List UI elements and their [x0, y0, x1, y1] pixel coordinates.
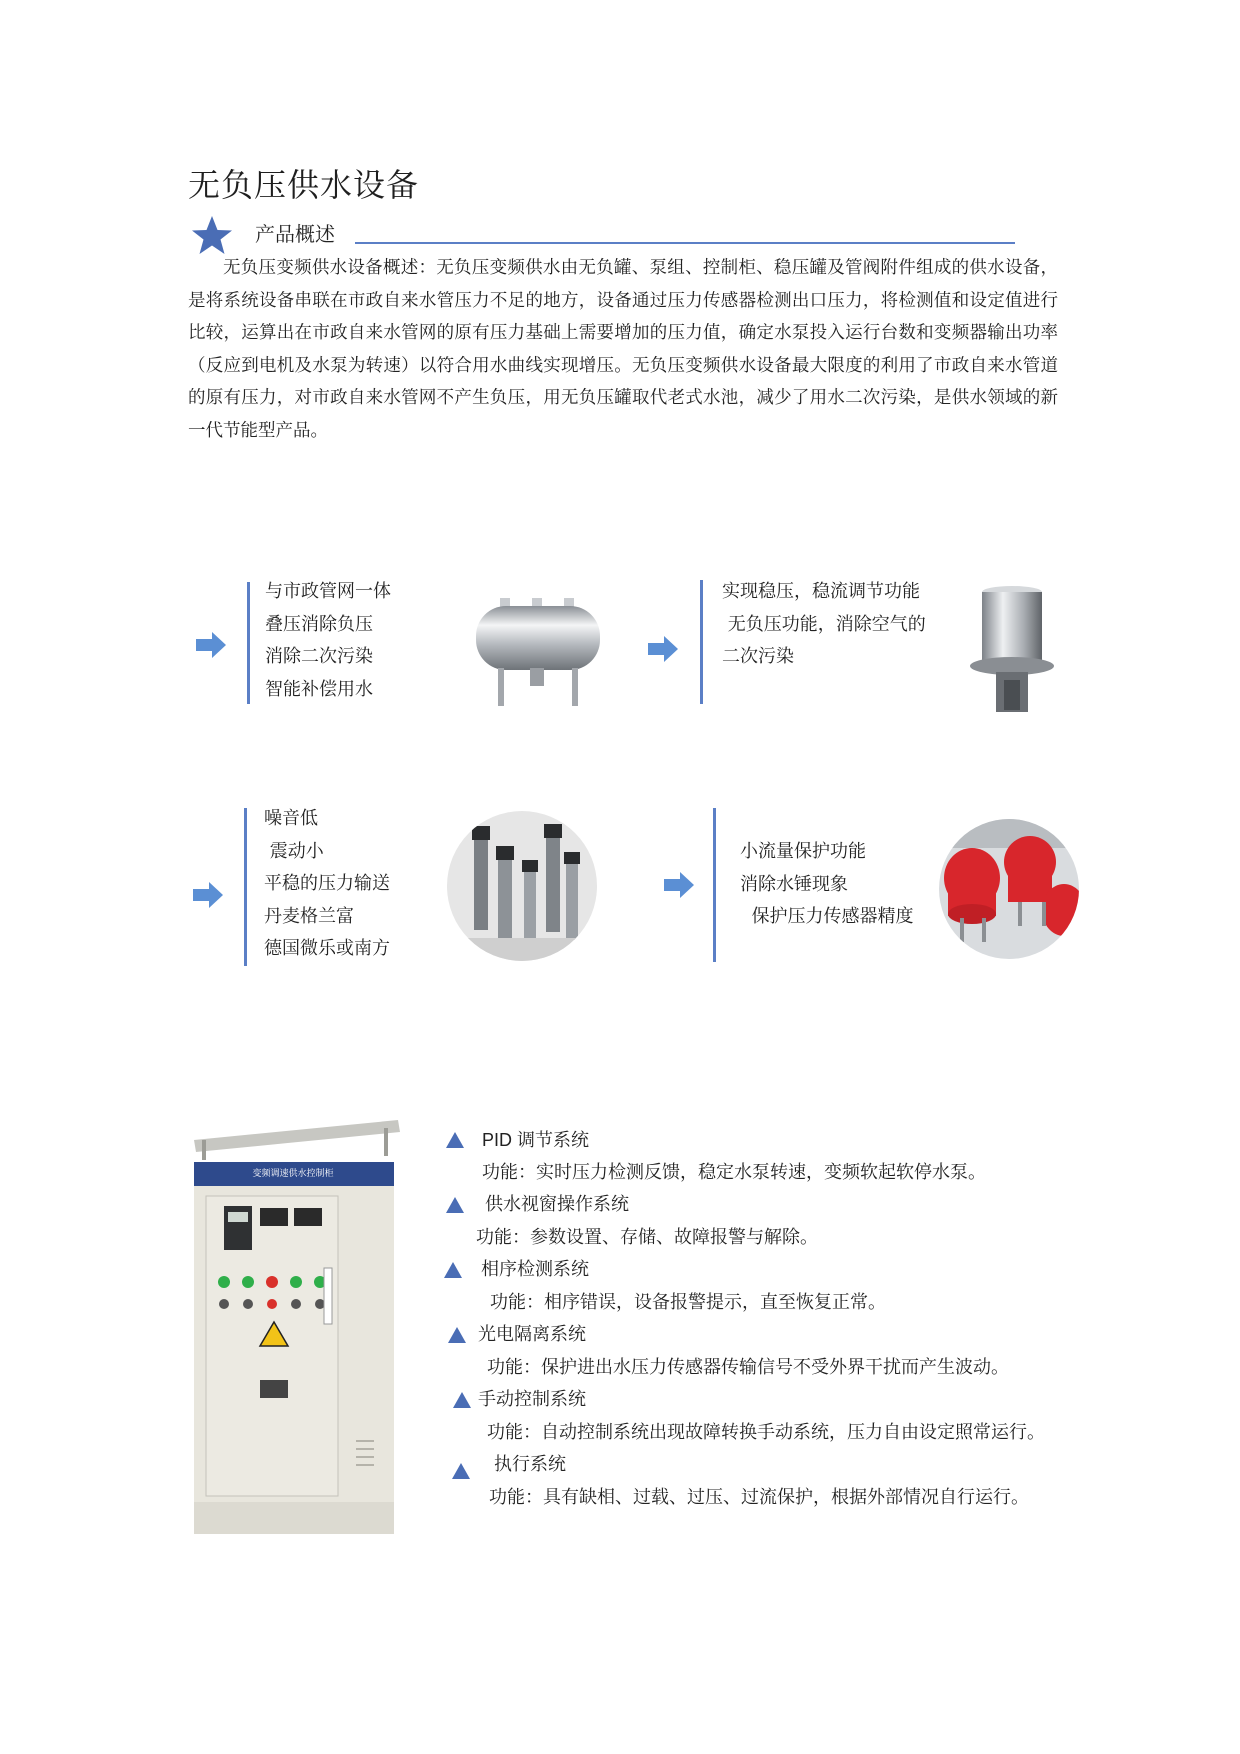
system-description: 功能：参数设置、存储、故障报警与解除。 [476, 1227, 818, 1248]
feature-divider [247, 582, 250, 704]
system-name: 供水视窗操作系统 [485, 1194, 629, 1215]
system-description: 功能：具有缺相、过载、过压、过流保护，根据外部情况自行运行。 [489, 1487, 1029, 1508]
triangle-bullet-icon [446, 1197, 464, 1213]
system-description: 功能：实时压力检测反馈，稳定水泵转速，变频软起软停水泵。 [482, 1162, 986, 1183]
system-name: PID 调节系统 [482, 1130, 590, 1150]
feature-list-1 [265, 576, 391, 706]
right-arrow-icon [193, 882, 223, 908]
system-description: 功能：保护进出水压力传感器传输信号不受外界干扰而产生波动。 [487, 1357, 1009, 1378]
feature-item: 噪音低 [264, 808, 318, 829]
feature-item: 震动小 [264, 840, 324, 862]
feature-item: 丹麦格兰富 [264, 905, 354, 927]
pumps-image [446, 810, 598, 962]
triangle-bullet-icon [446, 1132, 464, 1148]
feature-item: 与市政管网一体 [265, 581, 391, 602]
section-divider [355, 242, 1015, 244]
triangle-bullet-icon [448, 1327, 466, 1343]
feature-item: 保护压力传感器精度 [740, 906, 914, 927]
feature-item: 消除水锤现象 [740, 873, 848, 895]
control-cabinet-image [188, 1118, 406, 1536]
feature-item: 叠压消除负压 [265, 613, 373, 635]
system-name: 手动控制系统 [478, 1389, 586, 1410]
feature-item: 平稳的压力输送 [264, 873, 390, 894]
triangle-bullet-icon [453, 1392, 471, 1408]
right-arrow-icon [648, 636, 678, 662]
feature-list-4 [740, 836, 913, 934]
feature-list-2 [722, 576, 926, 674]
feature-item: 智能补偿用水 [265, 678, 373, 700]
feature-divider [244, 808, 247, 966]
stabilizer-tank-image [966, 584, 1058, 716]
triangle-bullet-icon [452, 1463, 470, 1479]
intro-paragraph [188, 252, 1058, 447]
cabinet-header-text: 变频调速供水控制柜 [252, 1169, 334, 1179]
triangle-bullet-icon [444, 1262, 462, 1278]
red-tanks-image [938, 818, 1080, 960]
system-description: 功能：自动控制系统出现故障转换手动系统，压力自由设定照常运行。 [487, 1422, 1045, 1443]
system-name: 光电隔离系统 [478, 1324, 586, 1345]
feature-divider [700, 580, 703, 704]
right-arrow-icon [196, 632, 226, 658]
feature-item: 实现稳压，稳流调节功能 [722, 581, 920, 602]
feature-divider [713, 808, 716, 962]
star-icon [190, 214, 234, 256]
intro-text: 无负压变频供水设备概述：无负压变频供水由无负罐、泵组、控制柜、稳压罐及管阀附件组成的供水设备，是将系统设备串联在市政自来水管压力不足的地方，设备通过压力传感器检测出口压力，将检测值和设定值进行比较，运算出在市政自来水管网的原有压力基础上需要增加的压力值，确定水泵投入运行台数和变频器输出功率（反应到电机及水泵为转速）以符合用水曲线实现增压。无负压变频供水设备最大限度的利用了市政自来水管道的原有压力，对市政自来水管网不产生负压，用无负压罐取代老式水池，减少了用水二次污染，是供水领域的新一代节能型产品。 [188, 258, 1058, 441]
stainless-tank-image [468, 596, 608, 708]
feature-item: 小流量保护功能 [740, 841, 866, 862]
feature-item: 消除二次污染 [265, 646, 373, 667]
feature-list-3 [264, 803, 390, 966]
page-title: 无负压供水设备 [188, 166, 420, 204]
system-name: 执行系统 [494, 1454, 566, 1475]
feature-item: 德国微乐或南方 [264, 938, 390, 959]
feature-item: 无负压功能，消除空气的 [722, 613, 926, 635]
system-name: 相序检测系统 [481, 1259, 589, 1280]
section-label: 产品概述 [255, 222, 335, 246]
right-arrow-icon [664, 872, 694, 898]
system-description: 功能：相序错误，设备报警提示，直至恢复正常。 [490, 1292, 886, 1313]
feature-item: 二次污染 [722, 646, 794, 667]
